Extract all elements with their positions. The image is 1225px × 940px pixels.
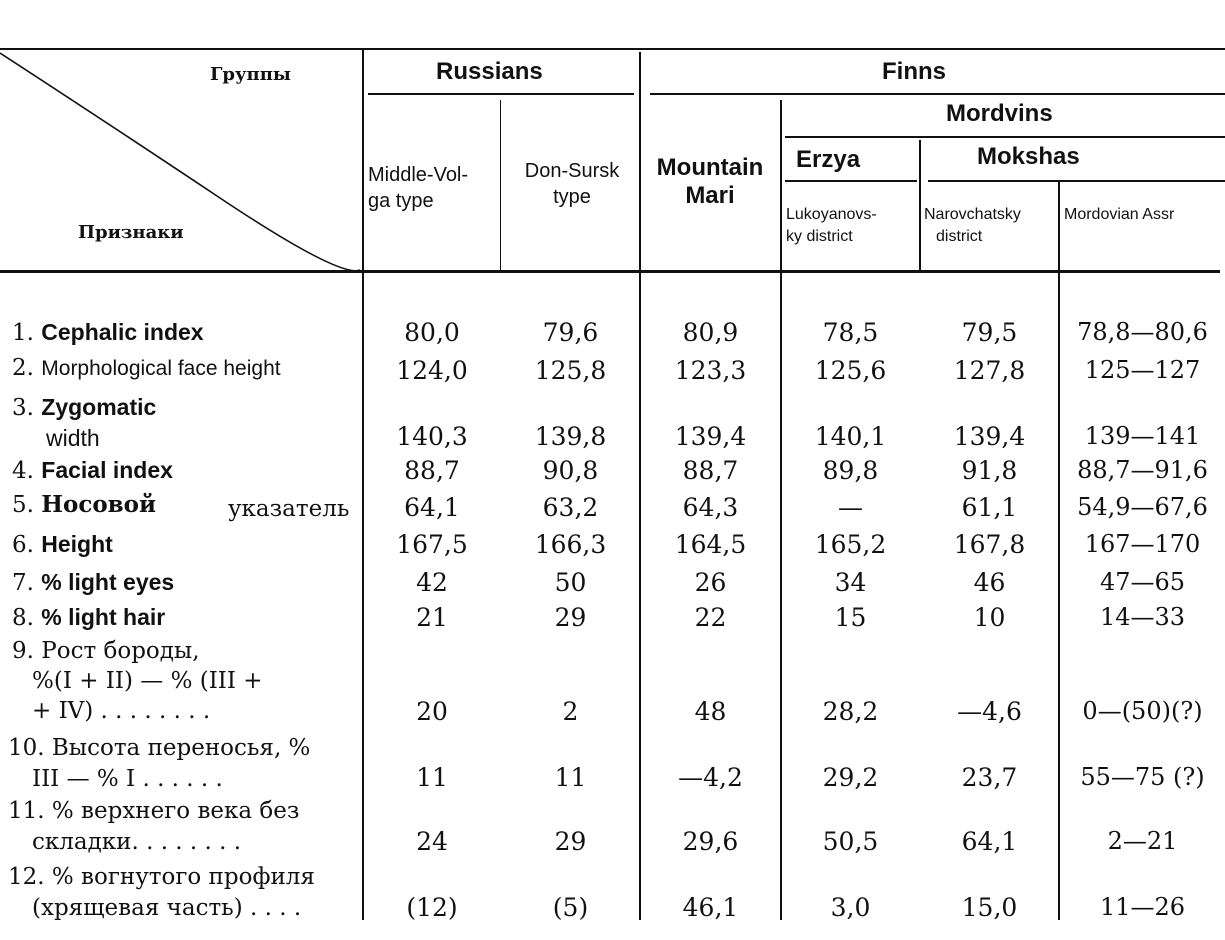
table-cell: 80,0 xyxy=(404,318,460,347)
table-cell: 63,2 xyxy=(542,493,599,522)
erzya-underline xyxy=(785,180,917,182)
table-cell: 29,6 xyxy=(682,827,739,856)
table-cell: 26 xyxy=(694,568,727,597)
row-label: 12. % вогнутого профиля (хрящевая часть) . . . . xyxy=(8,864,315,921)
column-header-middle-volga: Middle-Vol- ga type xyxy=(368,164,469,212)
mokshas-underline xyxy=(928,180,1225,182)
table-cell: 10 xyxy=(973,603,1006,632)
row-label: 6. Height xyxy=(12,531,113,558)
table-cell: 15 xyxy=(834,603,867,632)
table-cell: 124,0 xyxy=(396,356,468,385)
table-cell: 88,7 xyxy=(682,456,739,485)
table-cell: 139,4 xyxy=(674,422,747,451)
column-header-lukoyanovsky: Lukoyanovs- ky district xyxy=(786,206,877,245)
finns-underline xyxy=(650,93,1225,95)
table-cell: 140,3 xyxy=(396,422,468,451)
column-header-mountain-mari: Mountain Mari xyxy=(656,154,764,209)
table-cell: 79,5 xyxy=(961,318,1018,347)
table-cell: 90,8 xyxy=(542,456,599,485)
table-cell: 50,5 xyxy=(822,827,879,856)
table-cell: —4,6 xyxy=(957,697,1022,726)
table-cell: —4,2 xyxy=(678,763,743,792)
table-cell: 28,2 xyxy=(822,697,879,726)
table-cell: 61,1 xyxy=(961,493,1018,522)
table-cell: 78,5 xyxy=(822,318,879,347)
table-cell: 166,3 xyxy=(534,530,607,559)
table-cell: 167,8 xyxy=(953,530,1026,559)
table-cell: 89,8 xyxy=(822,456,879,485)
group-erzya: Erzya xyxy=(796,146,861,173)
group-mordvins: Mordvins xyxy=(946,100,1053,127)
row-label: 9. Рост бороды, %(I + II) — % (III + + IV) . . . . . . . . xyxy=(12,638,263,724)
table-cell: 29,2 xyxy=(822,763,879,792)
table-cell: 125,6 xyxy=(814,356,887,385)
table-cell: 139—141 xyxy=(1084,422,1201,450)
table-cell: 11 xyxy=(554,763,587,792)
group-finns: Finns xyxy=(882,58,946,85)
table-cell: 34 xyxy=(834,568,867,597)
table-cell: 64,3 xyxy=(682,493,739,522)
table-cell: 15,0 xyxy=(961,893,1018,922)
table-cell: 46 xyxy=(973,568,1006,597)
table-cell: 139,8 xyxy=(534,422,607,451)
table-cell: 91,8 xyxy=(961,456,1018,485)
table-cell: 127,8 xyxy=(953,356,1026,385)
table-cell: 2—21 xyxy=(1107,827,1178,855)
column-rule xyxy=(919,140,921,270)
table-cell: 20 xyxy=(416,697,448,726)
table-cell: 88,7—91,6 xyxy=(1077,456,1208,484)
corner-label-groups: Группы xyxy=(210,64,291,85)
row-label: 5. Носовой xyxy=(12,491,157,518)
table-cell: 48 xyxy=(694,697,727,726)
table-cell: 29 xyxy=(554,827,587,856)
row-label: 8. % light hair xyxy=(12,604,166,631)
table-cell: 22 xyxy=(694,603,727,632)
row-label: 3. Zygomatic xyxy=(12,394,157,421)
column-header-narovchatsky: Narovchatsky district xyxy=(924,206,1021,245)
column-header-don-sursk: Don-Sursk type xyxy=(524,160,620,208)
table-cell: 42 xyxy=(416,568,448,597)
table-cell: 78,8—80,6 xyxy=(1077,318,1208,346)
table-cell: 88,7 xyxy=(404,456,460,485)
table-cell: (12) xyxy=(406,893,458,922)
table-cell: 23,7 xyxy=(961,763,1018,792)
table-cell: 140,1 xyxy=(814,422,887,451)
table-cell: 24 xyxy=(416,827,448,856)
table-cell: 29 xyxy=(554,603,587,632)
table-cell: 165,2 xyxy=(814,530,887,559)
table-cell: — xyxy=(838,493,863,522)
table-cell: 64,1 xyxy=(961,827,1018,856)
table-cell: 79,6 xyxy=(542,318,599,347)
row-label: 10. Высота переносья, % III — % I . . . . . . xyxy=(8,735,311,792)
group-mokshas: Mokshas xyxy=(977,143,1080,170)
group-russians: Russians xyxy=(436,58,543,85)
table-cell: 55—75 (?) xyxy=(1080,763,1205,791)
table-cell: 11—26 xyxy=(1099,893,1186,921)
row-label: 1. Cephalic index xyxy=(12,319,204,346)
table-cell: 125—127 xyxy=(1084,356,1201,384)
table-cell: 47—65 xyxy=(1099,568,1186,596)
row-label: 7. % light eyes xyxy=(12,569,175,596)
table-cell: 50 xyxy=(554,568,587,597)
row-label: 4. Facial index xyxy=(12,457,173,484)
table-cell: 21 xyxy=(416,603,448,632)
table-cell: 11 xyxy=(416,763,448,792)
table-cell: 123,3 xyxy=(674,356,747,385)
column-rule xyxy=(500,100,501,270)
table-cell: 2 xyxy=(562,697,579,726)
table-cell: 46,1 xyxy=(682,893,739,922)
table-cell: 54,9—67,6 xyxy=(1077,493,1208,521)
row-label: 2. Morphological face height xyxy=(12,355,281,381)
table-cell: 14—33 xyxy=(1099,603,1186,631)
column-header-mordovian-assr: Mordovian Assr xyxy=(1064,206,1175,223)
corner-label-features: Признаки xyxy=(78,222,184,243)
russians-underline xyxy=(368,93,634,95)
table-cell: 80,9 xyxy=(682,318,739,347)
table-cell: 167—170 xyxy=(1084,530,1201,558)
table-cell: 0—(50)(?) xyxy=(1082,697,1203,725)
table-cell: 167,5 xyxy=(396,530,468,559)
table-cell: 64,1 xyxy=(404,493,460,522)
table-cell: 139,4 xyxy=(953,422,1026,451)
row-label: указатель xyxy=(228,496,350,522)
row-label: 11. % верхнего века без складки. . . . . . . . xyxy=(8,798,300,855)
row-label: width xyxy=(46,425,100,451)
table-cell: 125,8 xyxy=(534,356,607,385)
table-cell: 164,5 xyxy=(674,530,747,559)
table-cell: 3,0 xyxy=(830,893,871,922)
mordvins-underline xyxy=(785,136,1225,138)
table-cell: (5) xyxy=(552,893,589,922)
